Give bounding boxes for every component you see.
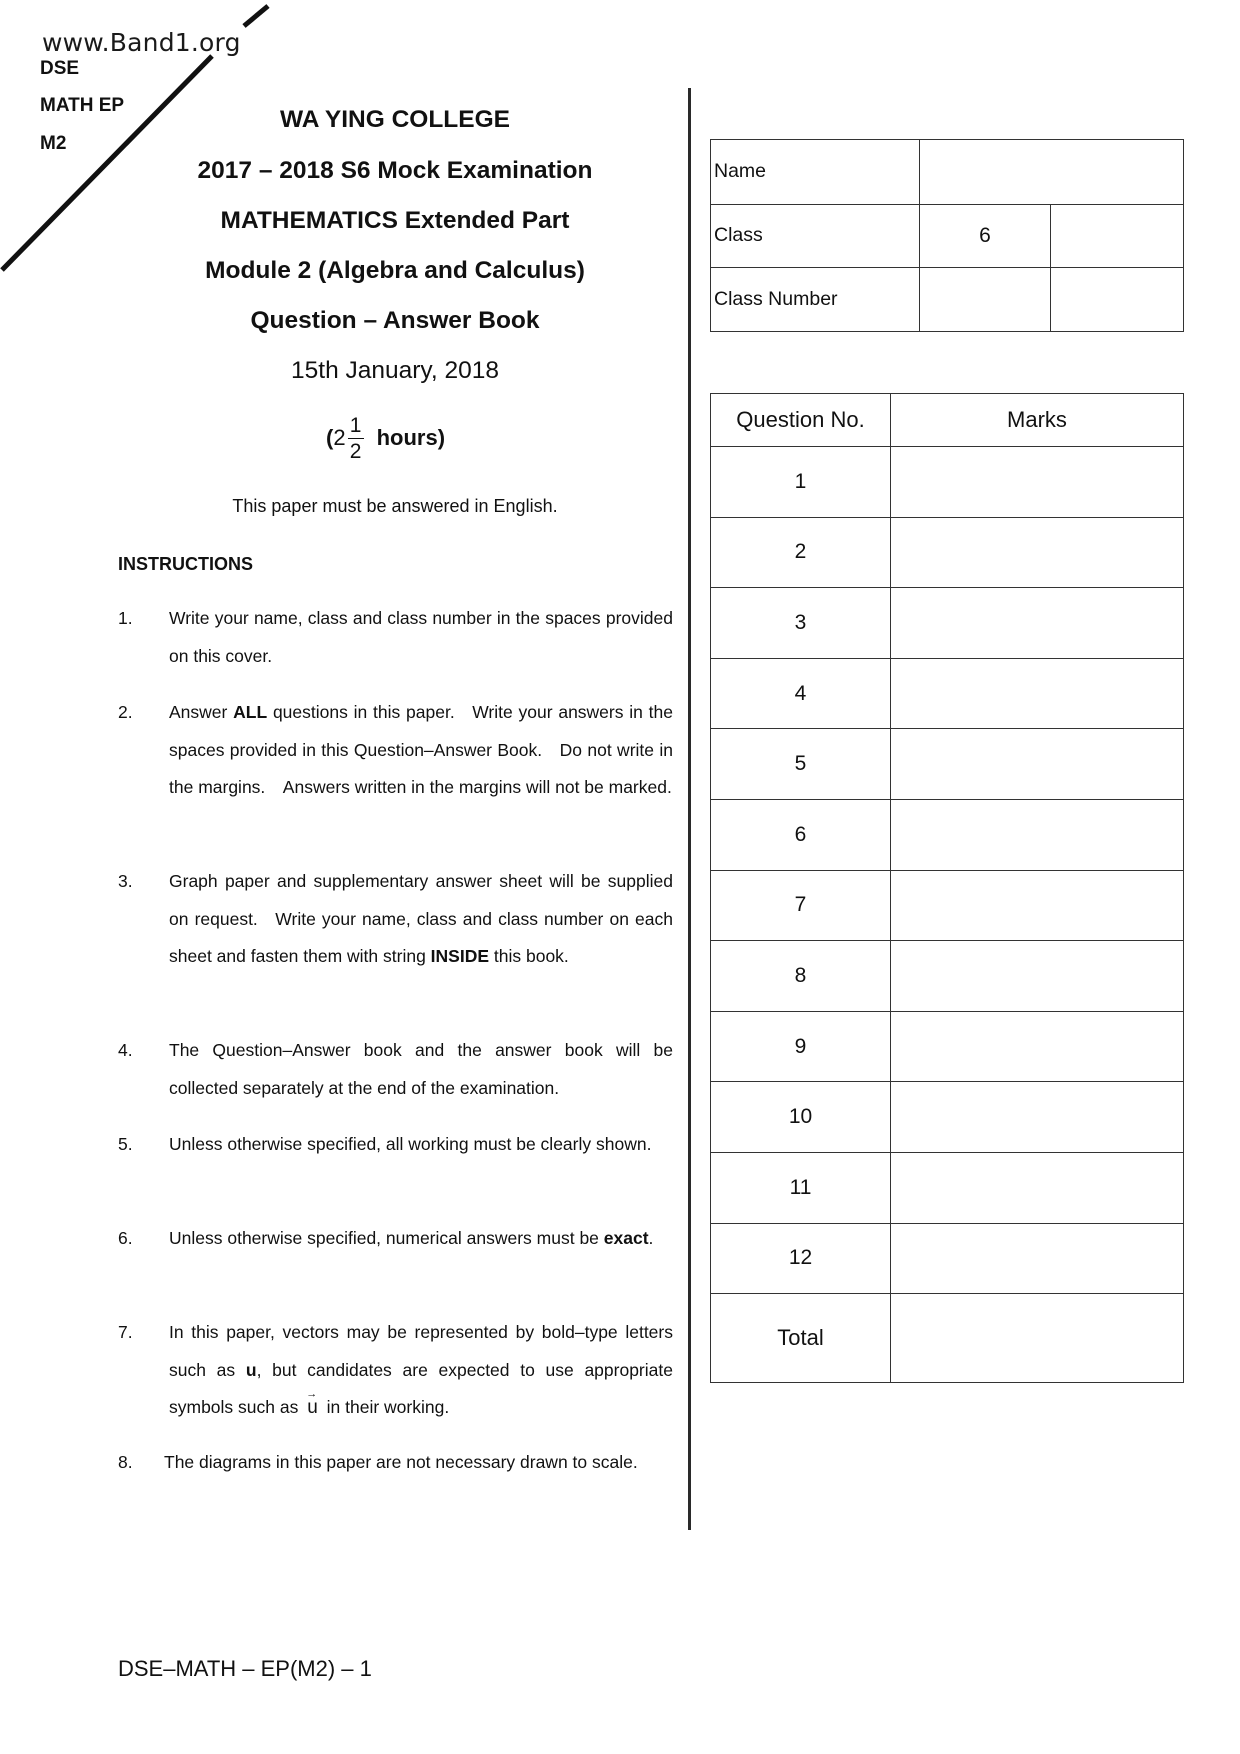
instruction-text: Answer ALL questions in this paper. Write your answers in the spaces provided in this Question–Answer Book. Do not write in the margins. Answers written in the margins will not be marked. — [169, 702, 674, 797]
table-row — [711, 870, 1183, 941]
name-row — [711, 140, 1183, 204]
fraction-denominator: 2 — [348, 438, 364, 462]
marks-cell[interactable] — [891, 659, 1183, 729]
class-number-field[interactable] — [920, 268, 1051, 331]
class-field[interactable]: 6 — [920, 205, 1051, 268]
class-label: Class — [711, 205, 920, 268]
marks-cell[interactable] — [891, 447, 1183, 517]
instruction-number: 6. — [118, 1228, 133, 1248]
instruction-number: 5. — [118, 1134, 133, 1154]
question-number: 3 — [711, 588, 891, 658]
instruction-item — [118, 1444, 678, 1482]
instruction-text: In this paper, vectors may be represented by bold–type letters such as u, but candidates are expected to use appropriate symbols such as → u in their working. — [169, 1314, 673, 1427]
corner-tag-module: M2 — [40, 133, 67, 154]
subject-title: MATHEMATICS Extended Part — [220, 207, 570, 234]
table-row — [711, 587, 1183, 658]
instruction-text: Unless otherwise specified, numerical answers must be exact. — [169, 1228, 654, 1248]
instruction-text: The diagrams in this paper are not necessary drawn to scale. — [164, 1452, 638, 1472]
vector-arrow-symbol: → u — [303, 1389, 322, 1427]
marks-cell[interactable] — [891, 588, 1183, 658]
instruction-item — [118, 1126, 673, 1164]
exam-duration — [326, 408, 445, 468]
name-label: Name — [711, 140, 920, 204]
question-number: 8 — [711, 941, 891, 1011]
page-divider-line — [688, 88, 691, 1530]
name-field[interactable] — [920, 140, 1183, 204]
class-extra-field[interactable] — [1051, 205, 1183, 268]
duration-whole: 2 — [333, 425, 346, 450]
class-number-label: Class Number — [711, 268, 920, 331]
table-row — [711, 940, 1183, 1011]
corner-tag-subject: MATH EP — [40, 95, 125, 116]
question-no-header: Question No. — [711, 394, 891, 446]
instruction-item — [118, 1032, 673, 1107]
instruction-number: 2. — [118, 702, 133, 722]
corner-tag-dse: DSE — [40, 58, 80, 79]
question-number: 2 — [711, 518, 891, 588]
duration-open: ( — [326, 425, 334, 450]
instruction-item — [118, 863, 673, 976]
marks-cell[interactable] — [891, 1224, 1183, 1294]
marks-cell[interactable] — [891, 1082, 1183, 1152]
table-row — [711, 517, 1183, 588]
question-number: 11 — [711, 1153, 891, 1223]
instructions-heading: INSTRUCTIONS — [118, 554, 253, 574]
fraction-numerator: 1 — [349, 413, 362, 437]
duration-fraction — [348, 415, 364, 462]
instruction-text: The Question–Answer book and the answer book will be collected separately at the end of the examination. — [169, 1040, 673, 1098]
instruction-number: 3. — [118, 871, 133, 891]
marks-cell[interactable] — [891, 518, 1183, 588]
watermark-text: www.Band1.org — [42, 28, 241, 57]
instruction-item — [118, 694, 673, 807]
total-label: Total — [711, 1294, 891, 1382]
question-number: 6 — [711, 800, 891, 870]
total-marks-cell[interactable] — [891, 1294, 1183, 1382]
table-row — [711, 658, 1183, 729]
question-number: 9 — [711, 1012, 891, 1082]
exam-title: 2017 – 2018 S6 Mock Examination — [197, 157, 593, 184]
candidate-info-table — [710, 139, 1184, 332]
question-number: 5 — [711, 729, 891, 799]
marks-cell[interactable] — [891, 941, 1183, 1011]
school-name: WA YING COLLEGE — [279, 106, 511, 133]
question-number: 10 — [711, 1082, 891, 1152]
module-title: Module 2 (Algebra and Calculus) — [205, 257, 585, 284]
table-row — [711, 446, 1183, 517]
instruction-text: Write your name, class and class number in the spaces provided on this cover. — [169, 608, 673, 666]
question-number: 12 — [711, 1224, 891, 1294]
question-number: 4 — [711, 659, 891, 729]
marks-table — [710, 393, 1184, 1383]
instruction-number: 7. — [118, 1322, 133, 1342]
table-row — [711, 728, 1183, 799]
table-row — [711, 1011, 1183, 1082]
table-row — [711, 799, 1183, 870]
language-note: This paper must be answered in English. — [232, 496, 558, 516]
class-number-extra-field[interactable] — [1051, 268, 1183, 331]
question-number: 1 — [711, 447, 891, 517]
marks-header: Marks — [1007, 407, 1067, 432]
marks-cell[interactable] — [891, 729, 1183, 799]
question-number: 7 — [711, 871, 891, 941]
exam-date: 15th January, 2018 — [291, 357, 499, 384]
instruction-number: 1. — [118, 608, 133, 628]
duration-unit: hours) — [376, 425, 446, 450]
page-footer: DSE–MATH – EP(M2) – 1 — [118, 1656, 372, 1681]
class-row — [711, 204, 1183, 268]
table-row — [711, 1081, 1183, 1152]
instruction-text: Graph paper and supplementary answer sheet will be supplied on request. Write your name, class and class number on each sheet and fasten them with string INSIDE this book. — [169, 871, 673, 966]
instruction-number: 4. — [118, 1040, 133, 1060]
table-row — [711, 1152, 1183, 1223]
total-row — [711, 1293, 1183, 1382]
instruction-item — [118, 1220, 673, 1258]
marks-cell[interactable] — [891, 1012, 1183, 1082]
marks-cell[interactable] — [891, 871, 1183, 941]
title-block — [130, 0, 660, 384]
table-row — [711, 1223, 1183, 1294]
marks-table-header — [711, 394, 1183, 446]
instruction-number: 8. — [118, 1452, 133, 1472]
book-type: Question – Answer Book — [250, 307, 540, 334]
instruction-item — [118, 1314, 673, 1427]
marks-cell[interactable] — [891, 1153, 1183, 1223]
instruction-text: Unless otherwise specified, all working must be clearly shown. — [169, 1134, 652, 1154]
instruction-item — [118, 600, 673, 675]
marks-cell[interactable] — [891, 800, 1183, 870]
class-number-row — [711, 267, 1183, 331]
